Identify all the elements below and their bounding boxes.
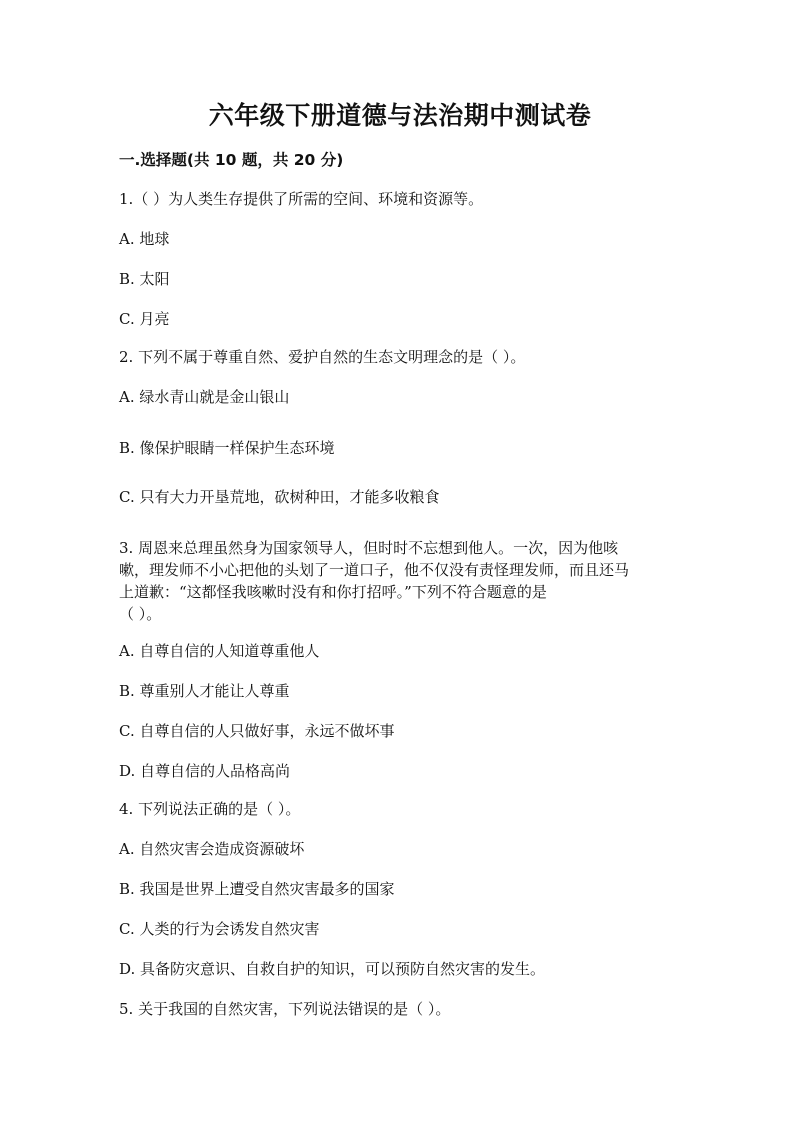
question-3-stem-line: （ ）。 [119,605,162,623]
question-3-option-b: B. 尊重别人才能让人尊重 [119,682,290,700]
question-2-option-a: A. 绿水青山就是金山银山 [119,388,290,406]
question-1-option-a: A. 地球 [119,230,170,248]
question-4-stem: 4. 下列说法正确的是（ ）。 [119,800,301,818]
question-4-option-a: A. 自然灾害会造成资源破坏 [119,840,305,858]
question-2-option-c: C. 只有大力开垦荒地，砍树种田，才能多收粮食 [119,488,440,506]
question-2-option-b: B. 像保护眼睛一样保护生态环境 [119,439,335,457]
question-3-stem-line: 嗽，理发师不小心把他的头划了一道口子，他不仅没有责怪理发师，而且还马 [119,561,630,579]
question-3-stem-line: 3. 周恩来总理虽然身为国家领导人，但时时不忘想到他人。一次，因为他咳 [119,539,619,557]
question-3-option-a: A. 自尊自信的人知道尊重他人 [119,642,320,660]
question-4-option-c: C. 人类的行为会诱发自然灾害 [119,920,320,938]
question-1-stem: 1.（ ）为人类生存提供了所需的空间、环境和资源等。 [119,190,484,208]
question-5-stem: 5. 关于我国的自然灾害，下列说法错误的是（ ）。 [119,1000,451,1018]
question-1-option-c: C. 月亮 [119,310,170,328]
question-3-stem-line: 上道歉：“这都怪我咳嗽时没有和你打招呼。”下列不符合题意的是 [119,583,547,601]
question-2-stem: 2. 下列不属于尊重自然、爱护自然的生态文明理念的是（ ）。 [119,348,526,366]
question-3-stem [119,537,679,625]
question-3-option-d: D. 自尊自信的人品格高尚 [119,762,291,780]
exam-title: 六年级下册道德与法治期中测试卷 [208,101,592,130]
section-heading: 一.选择题(共 10 题，共 20 分) [119,151,344,169]
question-1-option-b: B. 太阳 [119,270,170,288]
question-4-option-b: B. 我国是世界上遭受自然灾害最多的国家 [119,880,395,898]
question-3-option-c: C. 自尊自信的人只做好事，永远不做坏事 [119,722,395,740]
question-4-option-d: D. 具备防灾意识、自救自护的知识，可以预防自然灾害的发生。 [119,960,546,978]
